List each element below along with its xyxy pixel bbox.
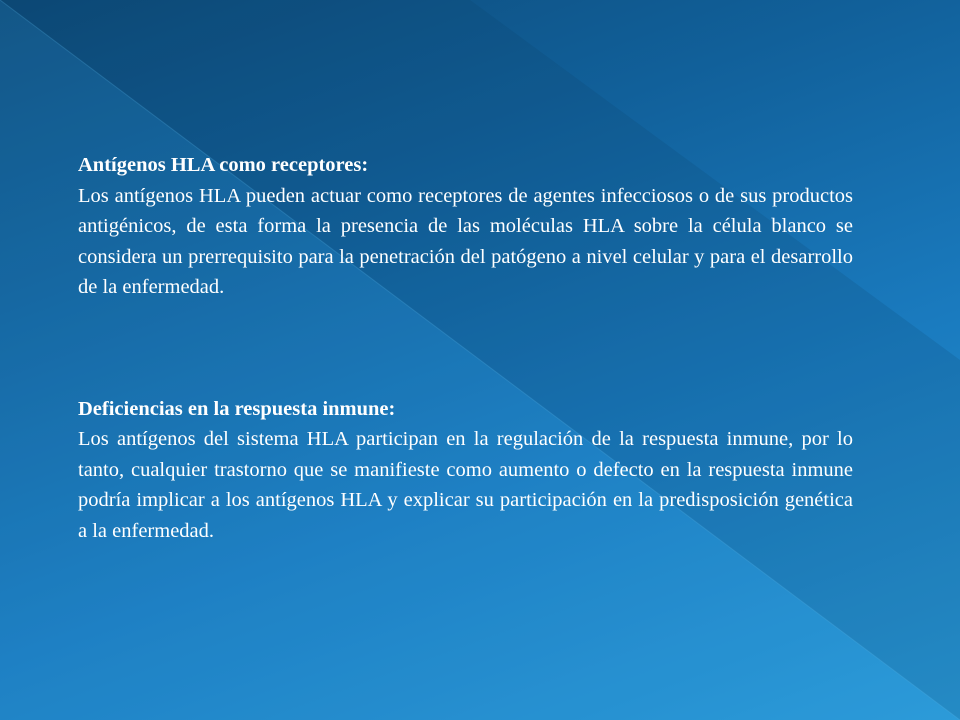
section-immune-deficiencies xyxy=(78,394,853,547)
section-title: Antígenos HLA como receptores: xyxy=(78,154,369,176)
section-title: Deficiencias en la respuesta inmune: xyxy=(78,397,396,420)
section-body: Los antígenos del sistema HLA participan en la regulación de la respuesta inmune, por lo tanto, cualquier trastorno que se manifieste como aumento o defecto en la respuesta inmune podría implicar a los antígenos HLA y explicar su participación en la predisposición genética a la enfermedad. xyxy=(78,428,853,542)
section-body: Los antígenos HLA pueden actuar como receptores de agentes infecciosos o de sus productos antigénicos, de esta forma la presencia de las moléculas HLA sobre la célula blanco se considera un prerrequisito para la penetración del patógeno a nivel celular y para el desarrollo de la enfermedad. xyxy=(78,184,853,298)
section-hla-receptors xyxy=(78,150,853,303)
slide-content xyxy=(78,150,853,546)
